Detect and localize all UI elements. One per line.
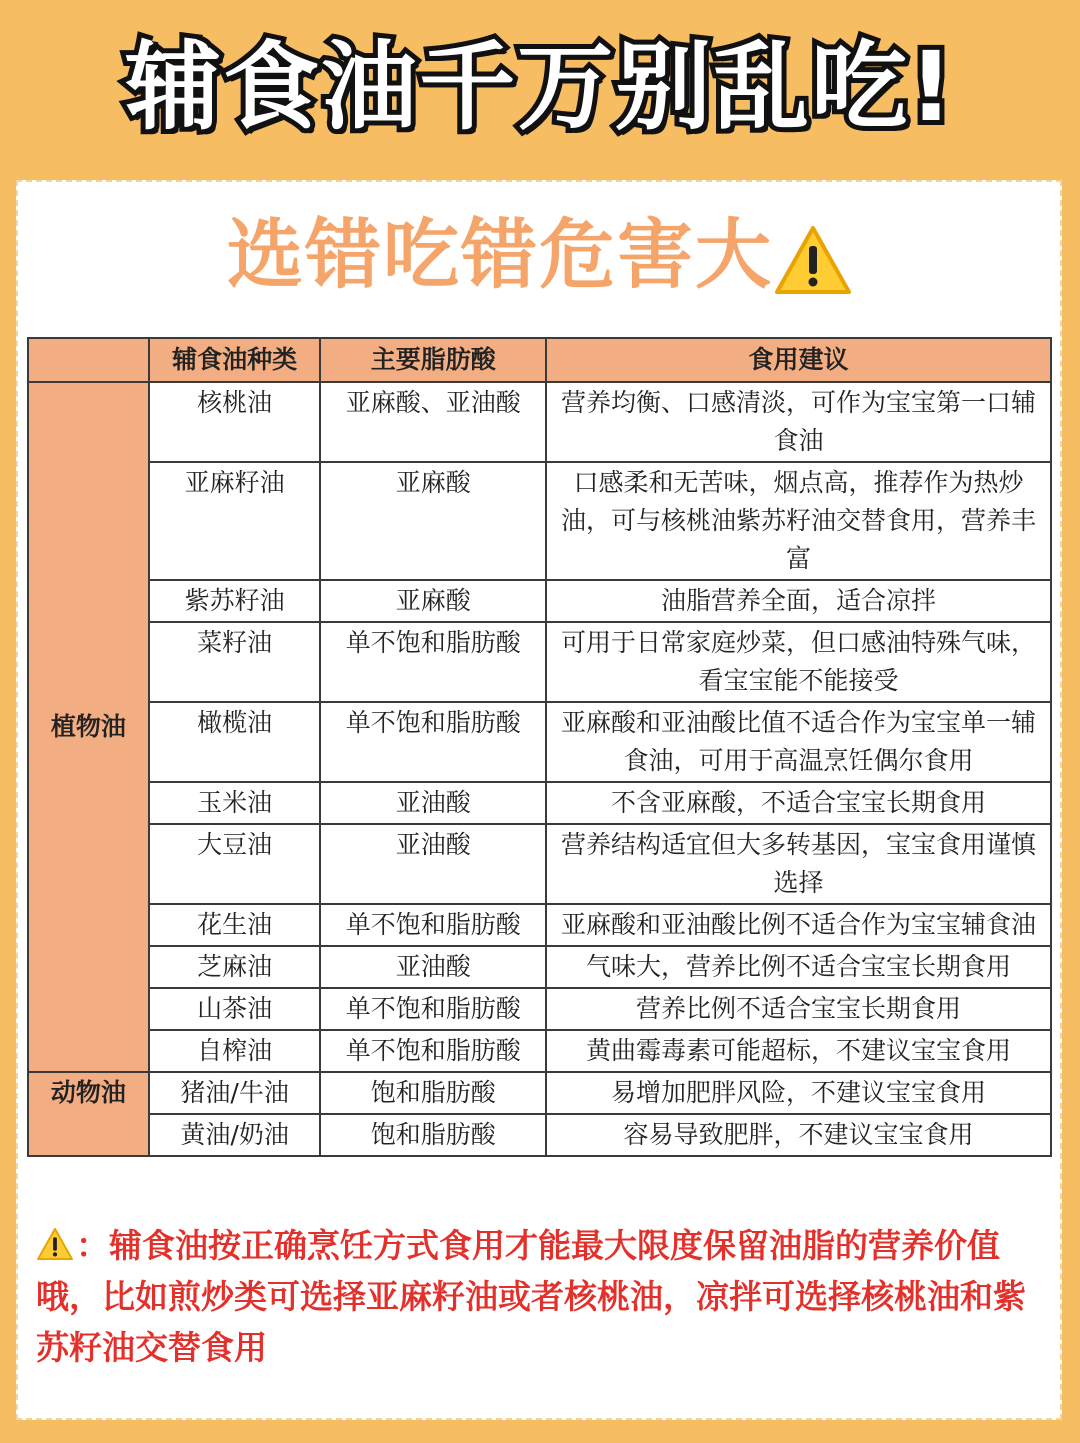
advice-cell: 易增加肥胖风险，不建议宝宝食用 <box>546 1072 1051 1114</box>
oil-type-cell: 黄油/奶油 <box>149 1114 321 1156</box>
oil-type-cell: 玉米油 <box>149 782 321 824</box>
oil-type-cell: 核桃油 <box>149 382 321 462</box>
advice-cell: 黄曲霉毒素可能超标，不建议宝宝食用 <box>546 1030 1051 1072</box>
table-row <box>28 702 1051 782</box>
header-fatty-acid: 主要脂肪酸 <box>320 338 546 382</box>
oil-type-cell: 菜籽油 <box>149 622 321 702</box>
fatty-acid-cell: 单不饱和脂肪酸 <box>320 622 546 702</box>
advice-cell: 气味大，营养比例不适合宝宝长期食用 <box>546 946 1051 988</box>
fatty-acid-cell: 饱和脂肪酸 <box>320 1072 546 1114</box>
oil-type-cell: 花生油 <box>149 904 321 946</box>
fatty-acid-cell: 亚麻酸 <box>320 462 546 580</box>
table-row <box>28 622 1051 702</box>
oil-table <box>27 337 1052 1157</box>
advice-cell: 营养均衡、口感清淡，可作为宝宝第一口辅食油 <box>546 382 1051 462</box>
advice-cell: 营养比例不适合宝宝长期食用 <box>546 988 1051 1030</box>
table-row <box>28 382 1051 462</box>
oil-type-cell: 自榨油 <box>149 1030 321 1072</box>
advice-cell: 口感柔和无苦味，烟点高，推荐作为热炒油，可与核桃油紫苏籽油交替食用，营养丰富 <box>546 462 1051 580</box>
fatty-acid-cell: 亚油酸 <box>320 946 546 988</box>
advice-cell: 营养结构适宜但大多转基因，宝宝食用谨慎选择 <box>546 824 1051 904</box>
oil-type-cell: 芝麻油 <box>149 946 321 988</box>
oil-type-cell: 橄榄油 <box>149 702 321 782</box>
advice-cell: 油脂营养全面，适合凉拌 <box>546 580 1051 622</box>
fatty-acid-cell: 亚麻酸 <box>320 580 546 622</box>
advice-cell: 亚麻酸和亚油酸比例不适合作为宝宝辅食油 <box>546 904 1051 946</box>
fatty-acid-cell: 亚麻酸、亚油酸 <box>320 382 546 462</box>
warning-icon <box>773 224 853 296</box>
table-row <box>28 824 1051 904</box>
oil-type-cell: 亚麻籽油 <box>149 462 321 580</box>
table-row <box>28 462 1051 580</box>
table-row <box>28 1114 1051 1156</box>
advice-cell: 亚麻酸和亚油酸比值不适合作为宝宝单一辅食油，可用于高温烹饪偶尔食用 <box>546 702 1051 782</box>
table-row <box>28 946 1051 988</box>
header-oil-type: 辅食油种类 <box>149 338 321 382</box>
table-row <box>28 1072 1051 1114</box>
header-corner <box>28 338 149 382</box>
fatty-acid-cell: 单不饱和脂肪酸 <box>320 1030 546 1072</box>
advice-cell: 容易导致肥胖，不建议宝宝食用 <box>546 1114 1051 1156</box>
fatty-acid-cell: 亚油酸 <box>320 824 546 904</box>
oil-type-cell: 大豆油 <box>149 824 321 904</box>
page-title: 辅食油千万别乱吃! <box>125 31 955 143</box>
tip-text: 辅食油按正确烹饪方式食用才能最大限度保留油脂的营养价值哦，比如煎炒类可选择亚麻籽油或者核桃油，凉拌可选择核桃油和紫苏籽油交替食用 <box>36 1226 1026 1367</box>
advice-cell: 不含亚麻酸，不适合宝宝长期食用 <box>546 782 1051 824</box>
advice-cell: 可用于日常家庭炒菜，但口感油特殊气味，看宝宝能不能接受 <box>546 622 1051 702</box>
header-advice: 食用建议 <box>546 338 1051 382</box>
fatty-acid-cell: 单不饱和脂肪酸 <box>320 702 546 782</box>
tip-note <box>36 1220 1041 1373</box>
table-header-row <box>28 338 1051 382</box>
table-row <box>28 580 1051 622</box>
table-row <box>28 782 1051 824</box>
fatty-acid-cell: 单不饱和脂肪酸 <box>320 988 546 1030</box>
fatty-acid-cell: 单不饱和脂肪酸 <box>320 904 546 946</box>
oil-type-cell: 山茶油 <box>149 988 321 1030</box>
tip-prefix: ： <box>76 1226 109 1265</box>
table-row <box>28 988 1051 1030</box>
fatty-acid-cell: 亚油酸 <box>320 782 546 824</box>
category-plant-oil: 植物油 <box>28 382 149 1072</box>
warning-icon <box>36 1227 74 1261</box>
table-row <box>28 1030 1051 1072</box>
oil-type-cell: 猪油/牛油 <box>149 1072 321 1114</box>
subtitle <box>0 205 1080 305</box>
subtitle-text: 选错吃错危害大 <box>227 210 773 299</box>
fatty-acid-cell: 饱和脂肪酸 <box>320 1114 546 1156</box>
category-animal-oil: 动物油 <box>28 1072 149 1156</box>
table-row <box>28 904 1051 946</box>
oil-type-cell: 紫苏籽油 <box>149 580 321 622</box>
